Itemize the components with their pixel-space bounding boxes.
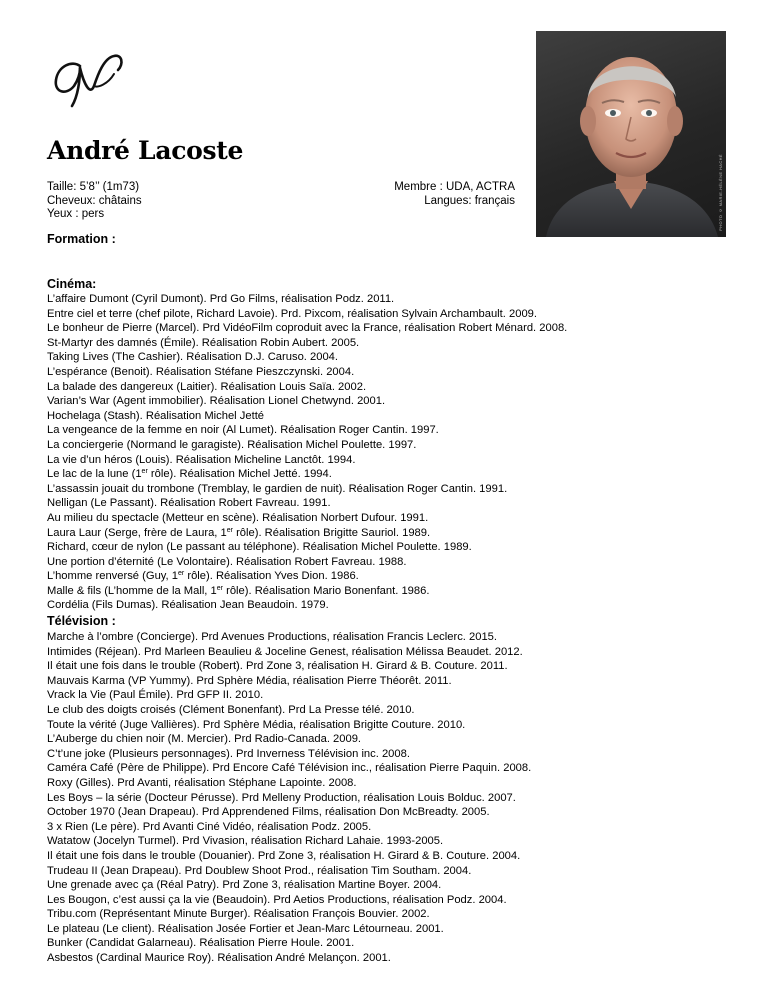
entry-text: Le lac de la lune (1	[47, 468, 142, 481]
physical-info	[47, 181, 142, 222]
television-entry: Marche à l’ombre (Concierge). Prd Avenues Productions, réalisation Francis Leclerc. 2015.	[47, 631, 497, 643]
cinema-entry: Varian’s War (Agent immobilier). Réalisation Lionel Chetwynd. 2001.	[47, 395, 386, 408]
television-entry: Le plateau (Le client). Réalisation Josée Fortier et Jean-Marc Létourneau. 2001.	[47, 922, 444, 935]
television-entry: Roxy (Gilles). Prd Avanti, réalisation Stéphane Lapointe. 2008.	[47, 776, 357, 789]
cinema-entry: Entre ciel et terre (chef pilote, Richard Lavoie). Prd. Pixcom, réalisation Sylvain Archambault. 2009.	[47, 307, 537, 320]
entry-text: Malle & fils (L’homme de la Mall, 1	[47, 584, 217, 597]
cinema-entry: L’espérance (Benoit). Réalisation Stéfane Pieszczynski. 2004.	[47, 365, 355, 378]
television-entry: Une grenade avec ça (Réal Patry). Prd Zone 3, réalisation Martine Boyer. 2004.	[47, 879, 442, 892]
cinema-entry	[47, 569, 567, 584]
actor-name: André Lacoste	[47, 136, 244, 165]
eyes-text: Yeux : pers	[47, 208, 105, 220]
cinema-entry: St-Martyr des damnés (Émile). Réalisation Robin Aubert. 2005.	[47, 336, 360, 349]
ordinal-superscript: er	[141, 468, 148, 476]
cinema-entry: Une portion d’éternité (Le Volontaire). Réalisation Robert Favreau. 1988.	[47, 555, 407, 568]
cinema-entry	[47, 584, 567, 599]
cinema-entry: Nelligan (Le Passant). Réalisation Robert Favreau. 1991.	[47, 497, 331, 510]
headshot-photo	[536, 31, 726, 237]
membership-info	[344, 181, 515, 208]
formation-title: Formation :	[47, 232, 116, 246]
portrait-image	[536, 31, 726, 237]
cinema-entry: Cordélia (Fils Dumas). Réalisation Jean Beaudoin. 1979.	[47, 599, 329, 612]
membership-text: Membre : UDA, ACTRA	[394, 181, 515, 193]
cinema-entry: Au milieu du spectacle (Metteur en scène). Réalisation Norbert Dufour. 1991.	[47, 511, 429, 524]
cinema-entry: La balade des dangereux (Laitier). Réalisation Louis Saïa. 2002.	[47, 380, 367, 393]
television-entry: Caméra Café (Père de Philippe). Prd Encore Café Télévision inc., réalisation Pierre Paquin. 2008.	[47, 762, 532, 775]
entry-text: Laura Laur (Serge, frère de Laura, 1	[47, 526, 227, 539]
television-entry: Bunker (Candidat Galarneau). Réalisation Pierre Houle. 2001.	[47, 937, 355, 950]
cinema-list	[47, 292, 567, 613]
cinema-entry: La vengeance de la femme en noir (Al Lumet). Réalisation Roger Cantin. 1997.	[47, 424, 439, 437]
television-entry: Le club des doigts croisés (Clément Bonenfant). Prd La Presse télé. 2010.	[47, 703, 415, 716]
television-entry: Mauvais Karma (VP Yummy). Prd Sphère Média, réalisation Pierre Théorêt. 2011.	[47, 674, 452, 687]
ordinal-superscript: er	[226, 526, 233, 534]
cinema-entry: L’assassin jouait du trombone (Tremblay, le gardien de nuit). Réalisation Roger Cantin. 1991.	[47, 482, 508, 495]
television-entry: Les Bougon, c’est aussi ça la vie (Beaudoin). Prd Aetios Productions, réalisation Podz. 2004.	[47, 893, 507, 906]
photo-credit: PHOTO © MARIE-HÉLÈNE HACHÉ	[718, 154, 723, 231]
television-entry: Toute la vérité (Juge Vallières). Prd Sphère Média, réalisation Brigitte Couture. 2010.	[47, 718, 466, 731]
ordinal-superscript: er	[178, 570, 185, 578]
cinema-entry: Le bonheur de Pierre (Marcel). Prd VidéoFilm coproduit avec la France, réalisation Robert Ménard. 2008.	[47, 322, 568, 335]
cinema-entry	[47, 467, 567, 482]
television-entry: Il était une fois dans le trouble (Douanier). Prd Zone 3, réalisation H. Girard & B. Couture. 2004.	[47, 849, 521, 862]
cinema-entry: Hochelaga (Stash). Réalisation Michel Jetté	[47, 409, 265, 422]
television-entry: Watatow (Jocelyn Turmel). Prd Vivasion, réalisation Richard Lahaie. 1993-2005.	[47, 835, 444, 848]
hair-text: Cheveux: châtains	[47, 194, 142, 207]
entry-text: rôle). Réalisation Mario Bonenfant. 1986.	[222, 584, 430, 597]
television-entry: Asbestos (Cardinal Maurice Roy). Réalisation André Melançon. 2001.	[47, 952, 391, 965]
ordinal-superscript: er	[216, 584, 223, 592]
cinema-entry: L’affaire Dumont (Cyril Dumont). Prd Go Films, réalisation Podz. 2011.	[47, 293, 395, 305]
signature-logo	[50, 44, 128, 110]
television-entry: L’Auberge du chien noir (M. Mercier). Prd Radio-Canada. 2009.	[47, 733, 362, 746]
height-text: Taille: 5’8’’ (1m73)	[47, 181, 140, 193]
television-entry: Il était une fois dans le trouble (Robert). Prd Zone 3, réalisation H. Girard & B. Couture. 2011.	[47, 660, 508, 673]
television-entry: 3 x Rien (Le père). Prd Avanti Ciné Vidéo, réalisation Podz. 2005.	[47, 820, 372, 833]
cinema-entry: Taking Lives (The Cashier). Réalisation D.J. Caruso. 2004.	[47, 351, 339, 364]
television-entry: Intimides (Réjean). Prd Marleen Beaulieu & Joceline Genest, réalisation Mélissa Beaudet. 2012.	[47, 645, 523, 658]
television-entry: Les Boys – la série (Docteur Pérusse). Prd Melleny Production, réalisation Louis Bolduc. 2007.	[47, 791, 516, 804]
entry-text: L’homme renversé (Guy, 1	[47, 570, 178, 583]
television-list	[47, 630, 531, 966]
languages-text: Langues: français	[424, 194, 515, 207]
entry-text: rôle). Réalisation Michel Jetté. 1994.	[147, 468, 332, 481]
television-entry: Tribu.com (Représentant Minute Burger). Réalisation François Bouvier. 2002.	[47, 908, 430, 921]
television-entry: Vrack la Vie (Paul Émile). Prd GFP II. 2010.	[47, 689, 264, 702]
television-entry: October 1970 (Jean Drapeau). Prd Apprendened Films, réalisation Don McBreadty. 2005.	[47, 806, 490, 819]
cinema-entry: Richard, cœur de nylon (Le passant au téléphone). Réalisation Michel Poulette. 1989.	[47, 541, 472, 554]
entry-text: rôle). Réalisation Brigitte Sauriol. 1989.	[232, 526, 431, 539]
television-title: Télévision :	[47, 614, 116, 628]
television-entry: C’t’une joke (Plusieurs personnages). Prd Inverness Télévision inc. 2008.	[47, 747, 410, 760]
television-entry: Trudeau II (Jean Drapeau). Prd Doublew Shoot Prod., réalisation Tim Southam. 2004.	[47, 864, 472, 877]
cinema-entry	[47, 526, 567, 541]
cinema-title: Cinéma:	[47, 277, 97, 291]
cinema-entry: La conciergerie (Normand le garagiste). Réalisation Michel Poulette. 1997.	[47, 438, 417, 451]
entry-text: rôle). Réalisation Yves Dion. 1986.	[184, 570, 359, 583]
cinema-entry: La vie d’un héros (Louis). Réalisation Micheline Lanctôt. 1994.	[47, 453, 356, 466]
signature-logo-icon	[50, 44, 128, 110]
